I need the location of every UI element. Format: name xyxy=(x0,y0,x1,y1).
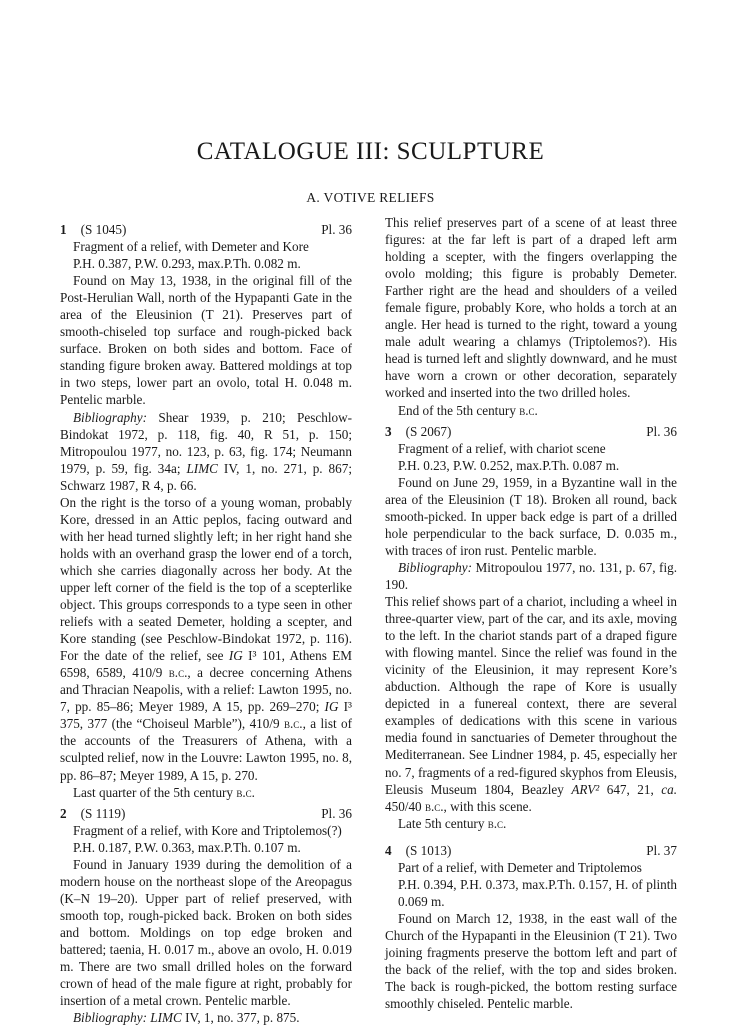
entry-1-header xyxy=(60,221,352,238)
description-text: , with this scene. xyxy=(443,798,532,814)
bibliography-limc: LIMC xyxy=(150,1010,182,1026)
description-bc: b.c. xyxy=(284,716,303,732)
entry-1-findspot: Found on May 13, 1938, in the original fill of the Post-Herulian Wall, north of the Hypapanti Gate in the area of the Eleusinion (T 21). Preserves part of smooth-chiseled top surface and rough-picked back surface. Broken on both sides and bottom. Face of standing figure broken away. Battered moldings at top in two steps, lower part an ovolo, total H. 0.048 m. Pentelic marble. xyxy=(60,273,352,408)
entry-2-number: 2 xyxy=(60,805,67,821)
entry-4-dimensions: P.H. 0.394, P.H. 0.373, max.P.Th. 0.157, H. of plinth 0.069 m. xyxy=(398,876,677,909)
bibliography-text: Mitropoulou 1977, no. 131, p. 67, fig. 190. xyxy=(385,559,677,592)
bibliography-label: Bibliography: xyxy=(398,559,472,575)
description-arv: ARV² xyxy=(571,781,600,797)
entry-2-plate: Pl. 36 xyxy=(321,805,352,821)
date-bc: b.c. xyxy=(236,784,255,800)
bibliography-label: Bibliography: xyxy=(73,1010,147,1026)
description-text: , a decree concerning Athens and Thracian Neapolis, with a relief: Lawton 1995, no. 7, pp. 85–86; Meyer 1989, A 15, pp. 269–270; xyxy=(60,665,353,715)
date-text: End of the 5th century xyxy=(398,402,520,418)
description-text: I³ 375, 377 (the “Choiseul Marble”), 410/9 xyxy=(60,699,352,732)
description-bc: b.c. xyxy=(168,665,188,681)
entry-3-description xyxy=(385,593,677,815)
entry-4-header xyxy=(385,842,677,859)
entry-1-date xyxy=(60,784,352,801)
bibliography-text: IV, 1, no. 271, p. 867; Schwarz 1987, R 4, p. 66. xyxy=(60,460,352,493)
bibliography-label: Bibliography: xyxy=(73,409,147,425)
date-text: Late 5th century xyxy=(398,815,488,831)
entry-4-inventory: (S 1013) xyxy=(405,842,452,858)
entry-2-description: This relief preserves part of a scene of at least three figures: at the far left is part of a draped left arm holding a scepter, with the fingers overlapping the ovolo molding; this figure is probably Demeter. Farther right are the head and shoulders of a veiled female figure, probably Kore, who holds a torch at an angle. Her head is turned to the right, toward a young male adult wearing a chlamys (Triptolemos?). His head is turned left and slightly downward, and he must have worn a crown or other decoration, separately worked and inserted into the two drilled holes. xyxy=(385,215,677,401)
entry-4-plate: Pl. 37 xyxy=(646,842,677,858)
entry-1-subject: Fragment of a relief, with Demeter and Kore xyxy=(73,239,309,255)
entry-2-inventory: (S 1119) xyxy=(80,805,126,821)
entry-2-dimensions: P.H. 0.187, P.W. 0.363, max.P.Th. 0.107 m. xyxy=(73,839,301,855)
entry-3-findspot: Found on June 29, 1959, in a Byzantine wall in the area of the Eleusinion (T 18). Broken all round, back smooth-picked. In upper back edge is part of a drilled hole perpendicular to the back surface, D. 0.035 m., with traces of iron rust. Pentelic marble. xyxy=(385,474,677,558)
entry-3-subject: Fragment of a relief, with chariot scene xyxy=(398,440,606,456)
entry-3-date xyxy=(385,815,677,832)
entry-3-number: 3 xyxy=(385,423,392,439)
section-heading: A. VOTIVE RELIEFS xyxy=(306,190,435,205)
description-text: 450/40 xyxy=(385,798,425,814)
entry-3-bibliography xyxy=(385,559,677,593)
entry-2-findspot: Found in January 1939 during the demolition of a modern house on the northeast slope of the Areopagus (K–N 19–20). Upper part of relief preserved, with smooth top, rough-picked back. Broken on both sides and bottom. Moldings on top edge broken and battered; taenia, H. 0.017 m., above an ovolo, H. 0.019 m. There are two small drilled holes on the forward crown of head of the male figure at right, probably for insertion of a metal crown. Pentelic marble. xyxy=(60,856,352,1009)
date-bc: b.c. xyxy=(487,815,507,831)
entry-4-number: 4 xyxy=(385,842,392,858)
description-ig: IG xyxy=(324,699,339,715)
date-text: Last quarter of the 5th century xyxy=(73,784,237,800)
entry-3-dimensions: P.H. 0.23, P.W. 0.252, max.P.Th. 0.087 m. xyxy=(398,457,620,473)
description-text: I³ 101, Athens EM 6598, 6589, 410/9 xyxy=(60,648,352,681)
entry-1-inventory: (S 1045) xyxy=(80,222,127,237)
description-ca: ca. xyxy=(661,781,678,797)
entry-3-header xyxy=(385,423,677,440)
entry-3-inventory: (S 2067) xyxy=(405,423,452,439)
entry-1-description xyxy=(60,494,352,784)
bibliography-limc: LIMC xyxy=(186,460,218,476)
entry-2-date xyxy=(385,402,677,419)
description-text: , a list of the accounts of the Treasurers of Athena, with a sculpted relief, now in the Louvre: Lawton 1995, no. 8, pp. 86–87; Meyer 1989, A 15, p. 270. xyxy=(60,716,352,783)
description-ig: IG xyxy=(228,648,243,664)
entry-1-number: 1 xyxy=(60,222,67,237)
left-column xyxy=(60,214,352,1026)
entry-1-plate: Pl. 36 xyxy=(321,222,352,237)
entry-1-bibliography xyxy=(60,409,352,494)
description-text: 647, 21, xyxy=(599,781,662,797)
description-bc: b.c. xyxy=(424,798,444,814)
right-column xyxy=(385,214,677,1012)
entry-2-bibliography xyxy=(60,1009,352,1026)
entry-2-header xyxy=(60,805,352,822)
description-text: This relief shows part of a chariot, including a wheel in three-quarter view, part of the car, and its axle, moving to the left. In the chariot stands part of a draped figure with flowing mantel. Since the relief was found in the vicinity of the Eleusinion, it may represent Kore’s abduction. Although the rape of Kore is usually depicted in a funereal context, there are several examples of dedications with this scene in various media found in sanctuaries of Demeter throughout the Mediterranean. See Lindner 1984, p. 45, especially her no. 7, fragments of a red-figured skyphos from Eleusis, Eleusis Museum 1804, Beazley xyxy=(385,594,677,797)
entry-2-subject: Fragment of a relief, with Kore and Triptolemos(?) xyxy=(73,822,342,838)
page-title: CATALOGUE III: SCULPTURE xyxy=(196,138,545,165)
entry-4-findspot: Found on March 12, 1938, in the east wall of the Church of the Hypapanti in the Eleusinion (T 21). Two joining fragments preserve the bottom left and part of the back of the relief, with the top and sides broken. The back is rough-picked, the bottom resting surface smoothly chiseled. Pentelic marble. xyxy=(385,910,677,1012)
entry-3-plate: Pl. 36 xyxy=(646,423,677,439)
bibliography-text: IV, 1, no. 377, p. 875. xyxy=(181,1010,300,1026)
bibliography-text: Shear 1939, p. 210; Peschlow-Bindokat 1972, p. 118, fig. 40, R 51, p. 150; Mitropoulou 1977, no. 123, p. 63, fig. 174; Neumann 1979, p. 59, fig. 34a; xyxy=(60,409,352,476)
date-bc: b.c. xyxy=(519,402,538,418)
entry-4-subject: Part of a relief, with Demeter and Triptolemos xyxy=(398,859,642,875)
description-text: On the right is the torso of a young woman, probably Kore, dressed in an Attic peplos, facing outward and with her head turned slightly left; in her right hand she holds with an overhand grasp the lower end of a torch, which she carries diagonally across her body. At the upper left corner of the field is the top of a scepterlike object. This groups corresponds to a type seen in other reliefs with a seated Demeter, holding a scepter, and Kore standing (see Peschlow-Bindokat 1972, p. 116). For the date of the relief, see xyxy=(60,494,352,664)
entry-1-dimensions: P.H. 0.387, P.W. 0.293, max.P.Th. 0.082 m. xyxy=(73,256,301,272)
